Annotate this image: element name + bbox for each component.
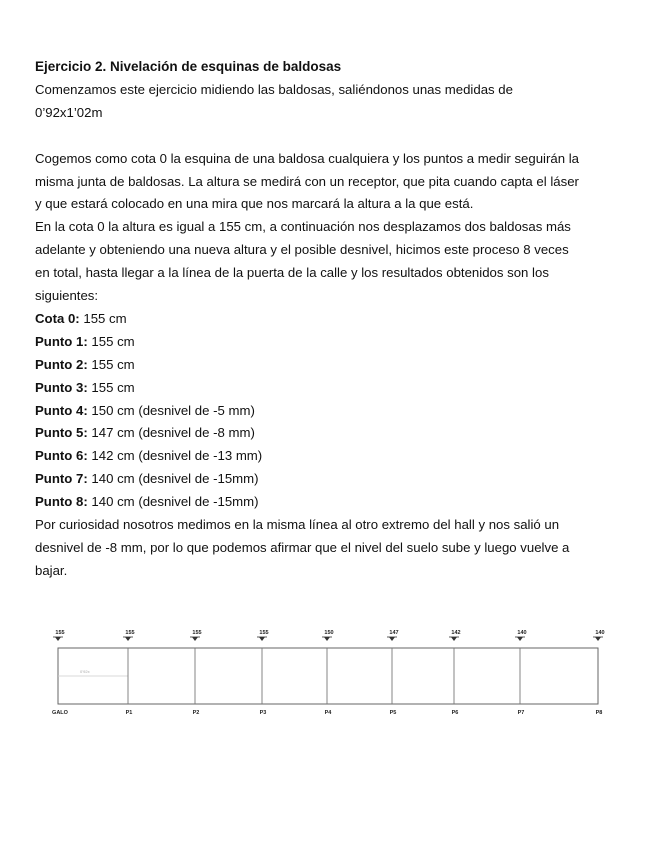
point-id-label: P3: [259, 710, 267, 716]
paragraph-gap: [35, 125, 625, 148]
height-label: 155: [125, 630, 135, 636]
body-line: Cogemos como cota 0 la esquina de una baldosa cualquiera y los puntos a medir seguirán la: [35, 150, 579, 166]
point-value: 155 cm: [87, 379, 135, 395]
level-marker-icon: [451, 637, 457, 641]
measure-point: [35, 491, 625, 514]
measure-point: [35, 445, 625, 468]
point-id-label: P2: [192, 710, 200, 716]
point-label: Punto 2:: [35, 356, 88, 372]
height-label: 147: [389, 630, 399, 636]
level-marker-icon: [324, 637, 330, 641]
level-marker-icon: [389, 637, 395, 641]
point-id-label: P4: [324, 710, 332, 716]
closing-line: Por curiosidad nosotros medimos en la misma línea al otro extremo del hall y nos salió un: [35, 517, 560, 533]
point-label: Punto 7:: [35, 471, 88, 487]
intro-line: Comenzamos este ejercicio midiendo las baldosas, saliéndonos unas medidas de: [35, 81, 513, 97]
level-marker-icon: [55, 637, 61, 641]
level-marker-icon: [192, 637, 198, 641]
body-line: adelante y obteniendo una nueva altura y el posible desnivel, hicimos este proceso 8 veces: [35, 242, 569, 258]
measure-point: [35, 331, 625, 354]
point-value: 155 cm: [87, 333, 135, 349]
point-id-label: P5: [389, 710, 397, 716]
point-label: Punto 4:: [35, 402, 88, 418]
measure-point: [35, 468, 625, 491]
point-id-label: P7: [517, 710, 525, 716]
leveling-drawing: [44, 618, 610, 728]
point-value: 155 cm: [87, 356, 135, 372]
point-label: Cota 0:: [35, 310, 80, 326]
body-line: siguientes:: [35, 288, 99, 304]
measure-point: [35, 377, 625, 400]
point-value: 150 cm (desnivel de -5 mm): [87, 402, 255, 418]
height-label: 140: [517, 630, 527, 636]
measure-point: [35, 422, 625, 445]
level-marker-icon: [517, 637, 523, 641]
height-label: 155: [259, 630, 269, 636]
point-id-label: P6: [451, 710, 459, 716]
point-label: Punto 8:: [35, 494, 88, 510]
level-marker-icon: [259, 637, 265, 641]
closing-line: desnivel de -8 mm, por lo que podemos afirmar que el nivel del suelo sube y luego vuelve a: [35, 540, 570, 556]
point-value: 140 cm (desnivel de -15mm): [87, 494, 259, 510]
height-label: 150: [324, 630, 334, 636]
height-label: 140: [595, 630, 605, 636]
leveling-sketch-svg: [44, 618, 610, 728]
point-value: 147 cm (desnivel de -8 mm): [87, 425, 255, 441]
body-line: En la cota 0 la altura es igual a 155 cm, a continuación nos desplazamos dos baldosas más: [35, 219, 571, 235]
point-value: 155 cm: [79, 310, 127, 326]
point-value: 140 cm (desnivel de -15mm): [87, 471, 259, 487]
point-id-label: P8: [595, 710, 603, 716]
height-label: 142: [451, 630, 461, 636]
point-label: Punto 5:: [35, 425, 88, 441]
level-marker-icon: [125, 637, 131, 641]
level-marker-icon: [595, 637, 601, 641]
height-label: 155: [55, 630, 65, 636]
body-line: y que estará colocado en una mira que nos marcará la altura a la que está.: [35, 196, 474, 212]
closing-line: bajar.: [35, 562, 68, 578]
point-value: 142 cm (desnivel de -13 mm): [87, 448, 263, 464]
exercise-title: Ejercicio 2. Nivelación de esquinas de baldosas: [35, 59, 342, 74]
measure-point: [35, 354, 625, 377]
measure-point: [35, 308, 625, 331]
inner-tile-label: 0’92x: [80, 669, 90, 674]
point-label: Punto 6:: [35, 448, 88, 464]
point-id-label: GALO: [52, 710, 68, 716]
body-line: misma junta de baldosas. La altura se medirá con un receptor, que pita cuando capta el láser: [35, 173, 579, 189]
measure-point: [35, 400, 625, 423]
point-label: Punto 1:: [35, 333, 88, 349]
tile-row-outline: [58, 648, 598, 704]
point-label: Punto 3:: [35, 379, 88, 395]
point-id-label: P1: [125, 710, 133, 716]
level-marks: [52, 630, 605, 716]
document-page: [35, 56, 625, 583]
height-label: 155: [192, 630, 202, 636]
body-line: en total, hasta llegar a la línea de la puerta de la calle y los resultados obtenidos son los: [35, 265, 549, 281]
intro-line: 0’92x1’02m: [35, 104, 103, 120]
